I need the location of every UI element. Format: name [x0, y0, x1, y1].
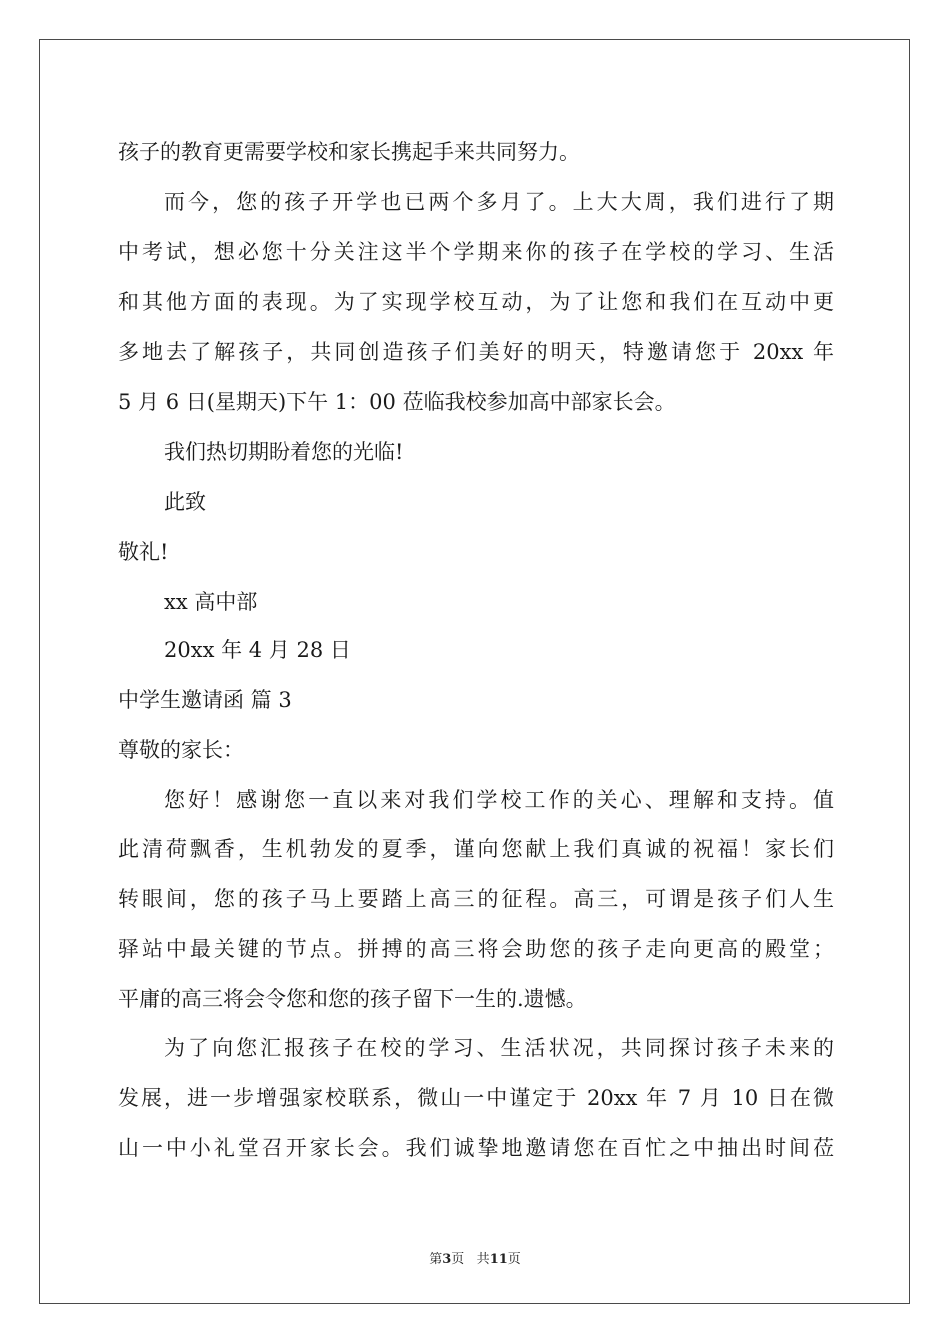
text-line: 和其他方面的表现。为了实现学校互动，为了让您和我们在互动中更 — [118, 290, 834, 314]
text-line: 孩子的教育更需要学校和家长携起手来共同努力。 — [118, 140, 580, 164]
text-line: 转眼间，您的孩子马上要踏上高三的征程。高三，可谓是孩子们人生 — [118, 887, 834, 911]
page-footer — [0, 1248, 950, 1267]
text-line: 此清荷飘香，生机勃发的夏季，谨向您献上我们真诚的祝福！家长们 — [118, 837, 834, 861]
greeting: 尊敬的家长： — [118, 738, 244, 762]
closing-respect: 敬礼! — [118, 540, 169, 564]
page-suffix: 页 — [451, 1252, 465, 1267]
text-line: 驿站中最关键的节点。拼搏的高三将会助您的孩子走向更高的殿堂； — [118, 937, 834, 961]
text-line: 山一中小礼堂召开家长会。我们诚挚地邀请您在百忙之中抽出时间莅 — [118, 1136, 834, 1160]
total-prefix: 共 — [476, 1252, 490, 1267]
text-line: 发展，进一步增强家校联系，微山一中谨定于 20xx 年 7 月 10 日在微 — [118, 1086, 834, 1110]
text-line: 中考试，想必您十分关注这半个学期来你的孩子在学校的学习、生活 — [118, 240, 834, 264]
text-line: 为了向您汇报孩子在校的学习、生活状况，共同探讨孩子未来的 — [164, 1036, 834, 1060]
page-number: 3 — [442, 1252, 452, 1267]
page-prefix: 第 — [429, 1252, 443, 1267]
signature-date: 20xx 年 4 月 28 日 — [164, 638, 351, 662]
closing-salutation: 此致 — [164, 490, 206, 514]
section-heading: 中学生邀请函 篇 3 — [118, 688, 292, 712]
text-line: 我们热切期盼着您的光临! — [164, 440, 404, 464]
total-pages: 11 — [489, 1252, 508, 1267]
total-suffix: 页 — [507, 1252, 521, 1267]
text-line: 多地去了解孩子，共同创造孩子们美好的明天，特邀请您于 20xx 年 — [118, 340, 834, 364]
signature-sender: xx 高中部 — [164, 590, 258, 614]
text-line: 而今，您的孩子开学也已两个多月了。上大大周，我们进行了期 — [164, 190, 834, 214]
page-border — [39, 39, 910, 1304]
text-line: 平庸的高三将会令您和您的孩子留下一生的.遗憾。 — [118, 987, 587, 1011]
text-line: 5 月 6 日(星期天)下午 1：00 莅临我校参加高中部家长会。 — [118, 390, 676, 414]
text-line: 您好！感谢您一直以来对我们学校工作的关心、理解和支持。值 — [164, 788, 834, 812]
